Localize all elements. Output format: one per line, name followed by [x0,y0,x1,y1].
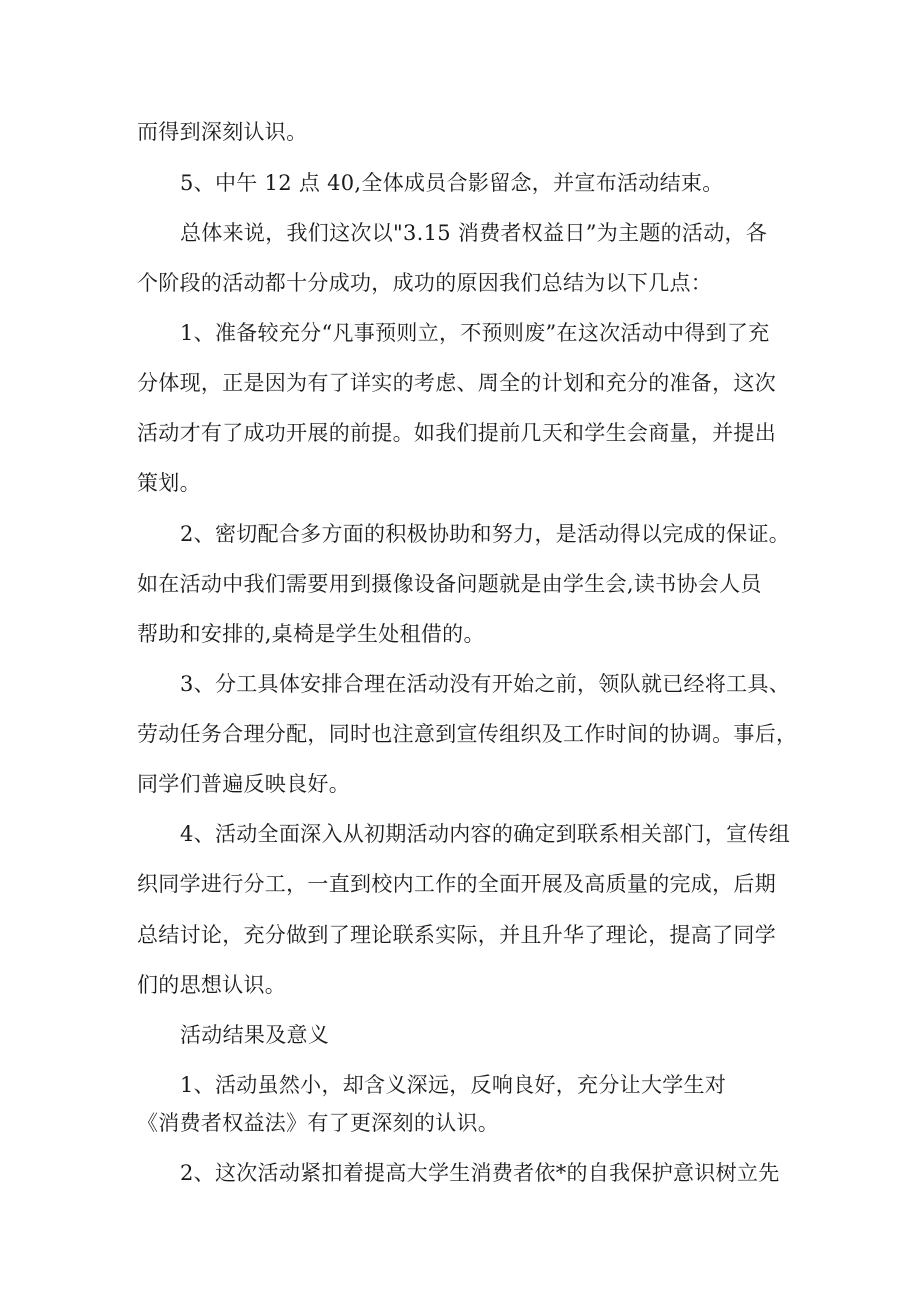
text-line: 同学们普遍反映良好。 [137,772,350,796]
text-line: 帮助和安排的,桌椅是学生处租借的。 [137,622,485,646]
text-line: 2、密切配合多方面的积极协助和努力，是活动得以完成的保证。 [180,522,791,546]
text-line: 劳动任务合理分配，同时也注意到宣传组织及工作时间的协调。事后， [137,722,798,746]
text-line: 总体来说，我们这次以"3.15 消费者权益日”为主题的活动，各 [180,221,768,245]
text-line: 分体现，正是因为有了详实的考虑、周全的计划和充分的准备，这次 [137,371,776,395]
text-line: 而得到深刻认识。 [137,120,308,144]
text-line: 织同学进行分工，一直到校内工作的全面开展及高质量的完成，后期 [137,872,776,896]
text-line: 1、准备较充分“凡事预则立，不预则废”在这次活动中得到了充 [180,321,770,345]
section-heading: 活动结果及意义 [180,1023,330,1047]
text-line: 个阶段的活动都十分成功，成功的原因我们总结为以下几点： [137,271,713,295]
text-line: 们的思想认识。 [137,973,287,997]
text-line: 策划。 [137,471,201,495]
text-line: 总结讨论，充分做到了理论联系实际，并且升华了理论，提高了同学 [137,923,776,947]
text-line: 1、活动虽然小，却含义深远，反响良好，充分让大学生对 [180,1073,727,1097]
text-line: 2、这次活动紧扣着提高大学生消费者依*的自我保护意识树立先 [180,1161,780,1185]
text-line: 《消费者权益法》有了更深刻的认识。 [137,1111,500,1135]
text-line: 活动才有了成功开展的前提。如我们提前几天和学生会商量，并提出 [137,421,776,445]
text-line: 如在活动中我们需要用到摄像设备问题就是由学生会,读书协会人员 [137,572,762,596]
text-line: 5、中午 12 点 40,全体成员合影留念，并宣布活动结束。 [180,171,724,195]
text-line: 3、分工具体安排合理在活动没有开始之前，领队就已经将工具、 [180,672,791,696]
text-line: 4、活动全面深入从初期活动内容的确定到联系相关部门，宣传组 [180,822,791,846]
